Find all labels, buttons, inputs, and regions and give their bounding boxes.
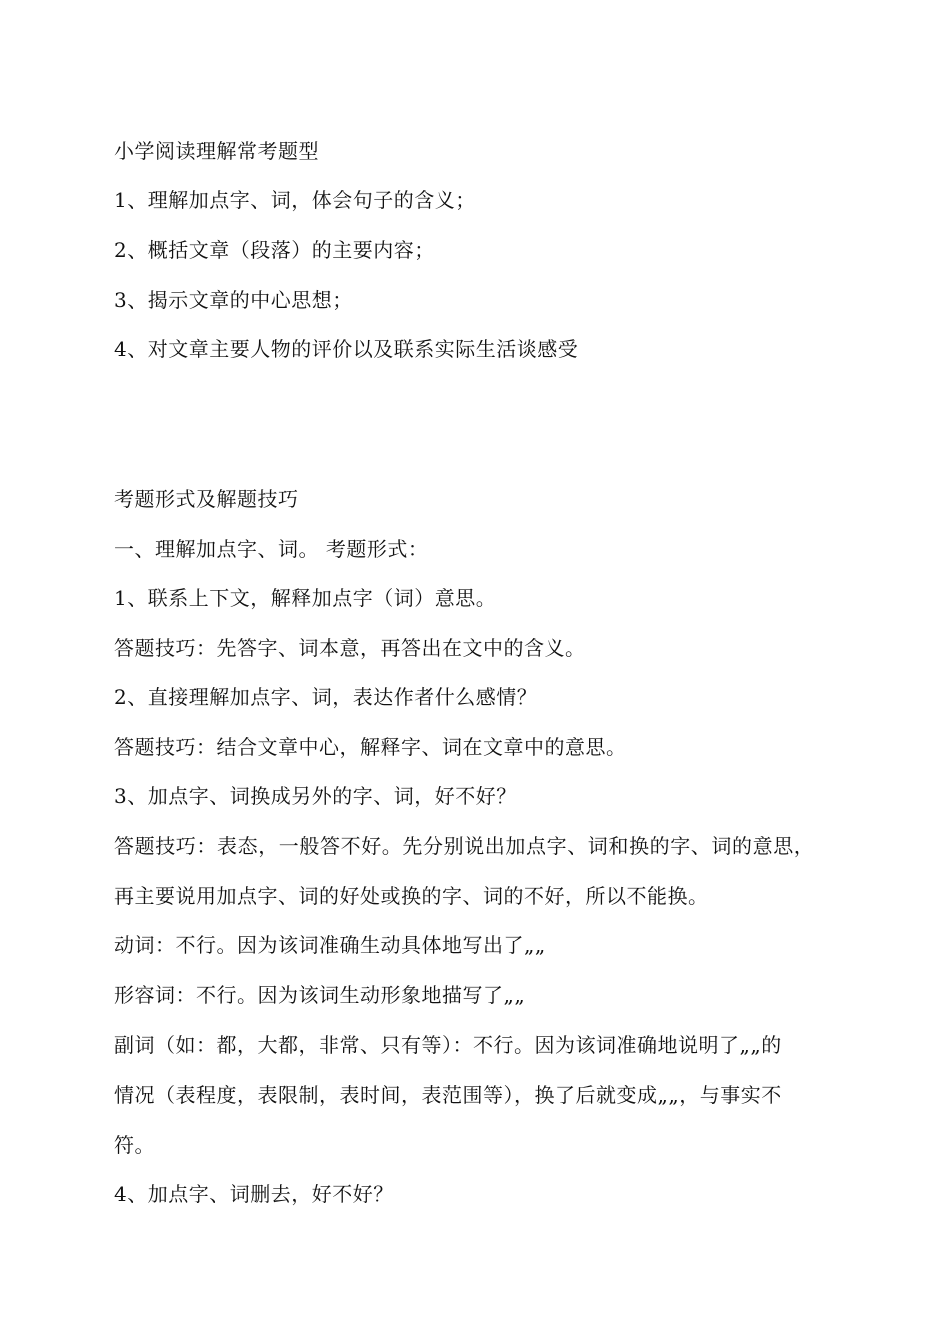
section1-item-3: 3、揭示文章的中心思想； [114,288,353,312]
section2-line-1: 一、理解加点字、词。 考题形式： [114,537,429,561]
section2-line-12: 情况（表程度，表限制，表时间，表范围等），换了后就变成„„，与事实不 [114,1083,782,1107]
section1-item-1: 1、理解加点字、词，体会句子的含义； [114,188,476,212]
section2-line-5: 答题技巧：结合文章中心，解释字、词在文章中的意思。 [114,735,627,759]
section2-line-3: 答题技巧：先答字、词本意，再答出在文中的含义。 [114,636,586,660]
section2-line-14: 4、加点字、词删去，好不好？ [114,1182,394,1206]
section1-item-4: 4、对文章主要人物的评价以及联系实际生活谈感受 [114,337,579,361]
section2-line-10: 形容词：不行。因为该词生动形象地描写了„„ [114,983,526,1007]
section2-line-13: 符。 [114,1133,155,1157]
section1-item-2: 2、概括文章（段落）的主要内容； [114,238,435,262]
section2-line-6: 3、加点字、词换成另外的字、词，好不好？ [114,784,517,808]
section2-line-8: 再主要说用加点字、词的好处或换的字、词的不好，所以不能换。 [114,884,709,908]
section2-line-4: 2、直接理解加点字、词，表达作者什么感情？ [114,685,538,709]
section2-line-7: 答题技巧：表态，一般答不好。先分别说出加点字、词和换的字、词的意思， [114,834,815,858]
section1-title: 小学阅读理解常考题型 [114,139,319,163]
section2-line-11: 副词（如：都，大都，非常、只有等）：不行。因为该词准确地说明了„„的 [114,1033,782,1057]
section2-line-9: 动词：不行。因为该词准确生动具体地写出了„„ [114,933,546,957]
section2-line-2: 1、联系上下文，解释加点字（词）意思。 [114,586,497,610]
section2-title: 考题形式及解题技巧 [114,487,299,511]
